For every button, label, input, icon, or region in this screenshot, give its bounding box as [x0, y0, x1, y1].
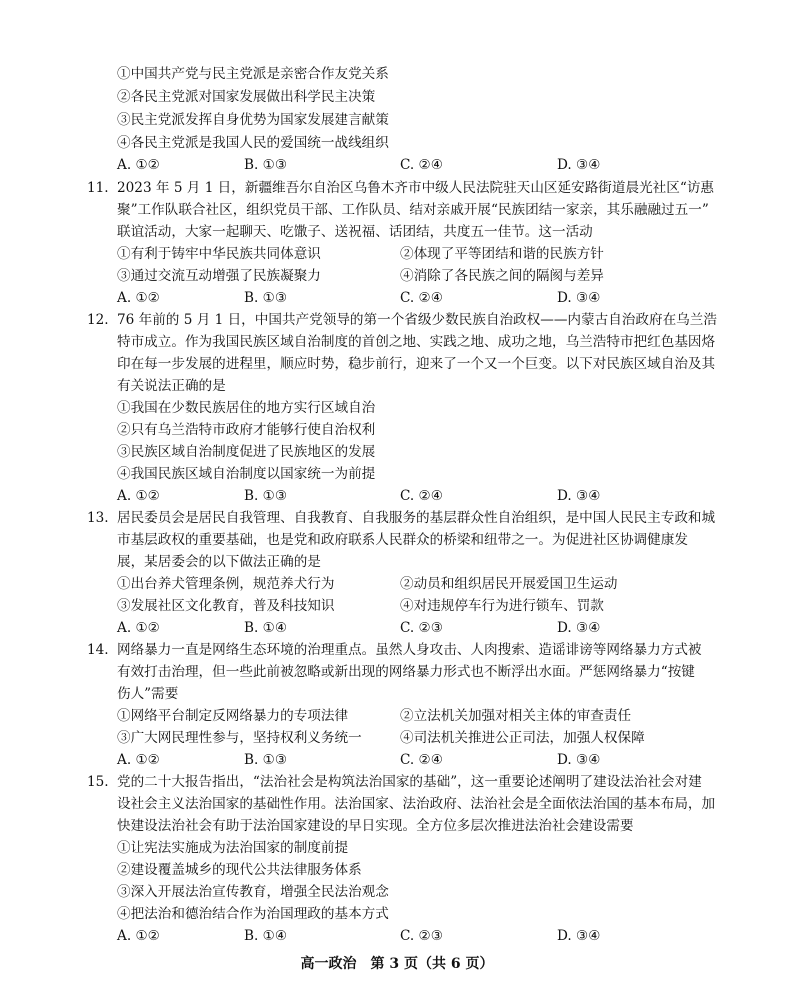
- q15-item-1: ①让宪法实施成为法治国家的制度前提: [117, 840, 349, 856]
- q14-item-3: ③广大网民理性参与，坚持权利义务统一: [117, 730, 362, 746]
- q11-item-2: ②体现了平等团结和谐的民族方针: [400, 246, 604, 262]
- q13-item-4: ④对违规停车行为进行锁车、罚款: [400, 598, 604, 614]
- q11-choice-c: C. ②④: [400, 290, 443, 306]
- q15-choice-a: A. ①②: [117, 928, 160, 944]
- q10-choice-b: B. ①③: [244, 157, 288, 173]
- q11-choice-d: D. ③④: [557, 290, 601, 306]
- q14-item-1: ①网络平台制定反网络暴力的专项法律: [117, 708, 349, 724]
- q12-choice-d: D. ③④: [557, 488, 601, 504]
- q13-choice-a: A. ①②: [117, 620, 160, 636]
- q12-item-2: ②只有乌兰浩特市政府才能够行使自治权利: [117, 422, 376, 438]
- q13-stem-2: 市基层政权的重要基础，也是党和政府联系人民群众的桥梁和纽带之一。为促进社区协调健康发: [117, 532, 688, 548]
- q13-item-1: ①出台养犬管理条例，规范养犬行为: [117, 576, 335, 592]
- q13-stem-1: 居民委员会是居民自我管理、自我教育、自我服务的基层群众性自治组织，是中国人民民主专政和城: [117, 510, 716, 526]
- q15-stem-3: 快建设法治社会有助于法治国家建设的早日实现。全方位多层次推进法治社会建设需要: [117, 818, 634, 834]
- q14-item-2: ②立法机关加强对相关主体的审查责任: [400, 708, 632, 724]
- q15-stem-1: 党的二十大报告指出，“法治社会是构筑法治国家的基础”，这一重要论述阐明了建设法治社会对建: [117, 774, 702, 790]
- q14-stem-3: 伤人”需要: [117, 686, 179, 702]
- q10-item-4: ④各民主党派是我国人民的爱国统一战线组织: [117, 135, 389, 151]
- q11-number: 11.: [87, 180, 109, 196]
- q14-item-4: ④司法机关推进公正司法，加强人权保障: [400, 730, 645, 746]
- q11-choice-a: A. ①②: [117, 290, 160, 306]
- q14-choice-b: B. ①③: [244, 752, 288, 768]
- q13-item-3: ③发展社区文化教育，普及科技知识: [117, 598, 335, 614]
- q10-choice-a: A. ①②: [117, 157, 160, 173]
- q12-number: 12.: [87, 312, 109, 328]
- q10-item-1: ①中国共产党与民主党派是亲密合作友党关系: [117, 66, 389, 82]
- q12-choice-b: B. ①③: [244, 488, 288, 504]
- q15-number: 15.: [87, 774, 109, 790]
- page-footer: 高一政治 第 3 页（共 6 页）: [300, 956, 494, 972]
- q15-choice-d: D. ③④: [557, 928, 601, 944]
- q15-stem-2: 设社会主义法治国家的基础性作用。法治国家、法治政府、法治社会是全面依法治国的基本布局，加: [117, 796, 716, 812]
- q15-item-2: ②建设覆盖城乡的现代公共法律服务体系: [117, 862, 362, 878]
- q14-stem-1: 网络暴力一直是网络生态环境的治理重点。虽然人身攻击、人肉搜索、造谣诽谤等网络暴力方式被: [117, 642, 702, 658]
- q13-stem-3: 展，某居委会的以下做法正确的是: [117, 554, 321, 570]
- q14-choice-c: C. ②④: [400, 752, 443, 768]
- q13-number: 13.: [87, 510, 109, 526]
- q12-item-1: ①我国在少数民族居住的地方实行区域自治: [117, 400, 376, 416]
- q13-choice-c: C. ②③: [400, 620, 443, 636]
- q12-stem-3: 印在每一步发展的进程里，顺应时势，稳步前行，迎来了一个又一个巨变。以下对民族区域自治及其: [117, 356, 716, 372]
- q14-choice-d: D. ③④: [557, 752, 601, 768]
- q14-number: 14.: [87, 642, 109, 658]
- q12-item-4: ④我国民族区域自治制度以国家统一为前提: [117, 466, 376, 482]
- q12-stem-2: 特市成立。作为我国民族区域自治制度的首创之地、实践之地、成功之地，乌兰浩特市把红色基因烙: [117, 334, 716, 350]
- q15-choice-c: C. ②③: [400, 928, 443, 944]
- q15-choice-b: B. ①④: [244, 928, 288, 944]
- q14-stem-2: 有效打击治理，但一些此前被忽略或新出现的网络暴力形式也不断浮出水面。严惩网络暴力“按键: [117, 664, 695, 680]
- q11-item-1: ①有利于铸牢中华民族共同体意识: [117, 246, 321, 262]
- q15-item-4: ④把法治和德治结合作为治国理政的基本方式: [117, 906, 389, 922]
- q10-item-2: ②各民主党派对国家发展做出科学民主决策: [117, 89, 376, 105]
- q12-choice-c: C. ②④: [400, 488, 443, 504]
- q12-choice-a: A. ①②: [117, 488, 160, 504]
- q11-stem-2: 聚”工作队联合社区，组织党员干部、工作队员、结对亲戚开展“民族团结一家亲，其乐融融过五一”: [117, 202, 709, 218]
- q10-choice-c: C. ②④: [400, 157, 443, 173]
- q12-stem-4: 有关说法正确的是: [117, 378, 226, 394]
- q13-choice-b: B. ①④: [244, 620, 288, 636]
- q12-item-3: ③民族区域自治制度促进了民族地区的发展: [117, 444, 376, 460]
- q14-choice-a: A. ①②: [117, 752, 160, 768]
- q11-stem-3: 联谊活动，大家一起聊天、吃馓子、送祝福、话团结，共度五一佳节。这一活动: [117, 224, 593, 240]
- q13-item-2: ②动员和组织居民开展爱国卫生运动: [400, 576, 618, 592]
- q11-item-3: ③通过交流互动增强了民族凝聚力: [117, 268, 321, 284]
- q11-stem-1: 2023 年 5 月 1 日，新疆维吾尔自治区乌鲁木齐市中级人民法院驻天山区延安路街道晨光社区“访惠: [117, 180, 715, 196]
- q15-item-3: ③深入开展法治宣传教育，增强全民法治观念: [117, 884, 389, 900]
- q10-item-3: ③民主党派发挥自身优势为国家发展建言献策: [117, 112, 389, 128]
- q11-choice-b: B. ①③: [244, 290, 288, 306]
- q11-item-4: ④消除了各民族之间的隔阂与差异: [400, 268, 604, 284]
- q13-choice-d: D. ③④: [557, 620, 601, 636]
- q12-stem-1: 76 年前的 5 月 1 日，中国共产党领导的第一个省级少数民族自治政权——内蒙古自治政府在乌兰浩: [117, 312, 717, 328]
- q10-choice-d: D. ③④: [557, 157, 601, 173]
